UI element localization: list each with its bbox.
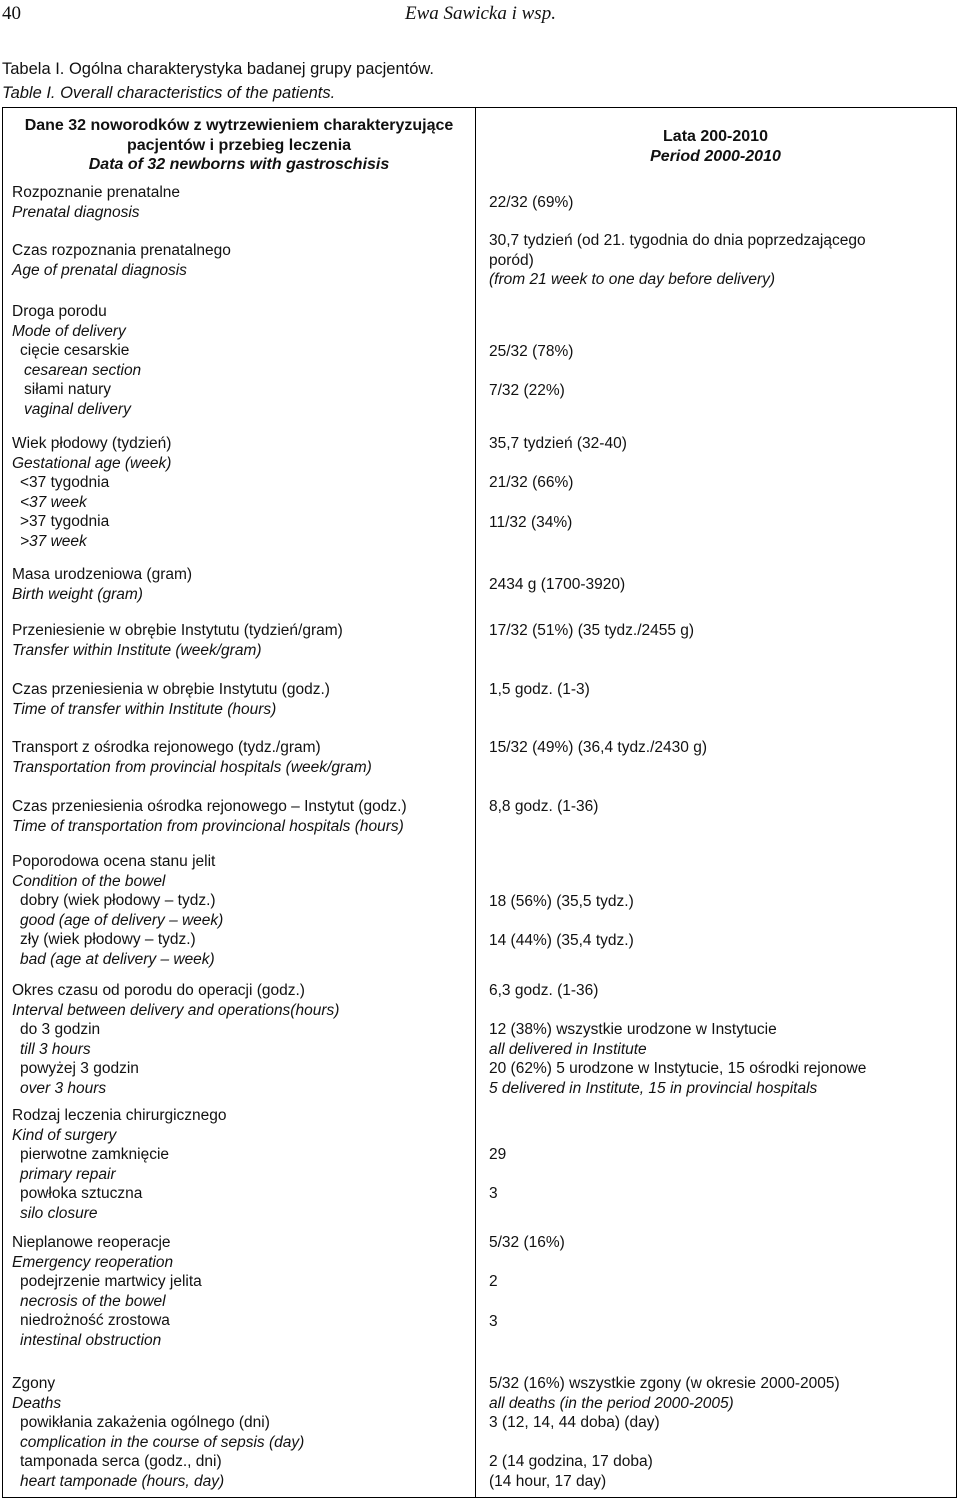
row-label-birth-weight: [12, 565, 192, 604]
sublabel-pl: do 3 godzin: [20, 1021, 101, 1039]
label-en: Prenatal diagnosis: [12, 203, 140, 221]
row-value-deaths-total: [489, 1374, 840, 1433]
sublabel-pl: >37 tygodnia: [20, 513, 110, 531]
row-label-deaths: [12, 1374, 304, 1492]
row-value-interval-groups: [489, 1020, 866, 1098]
label-en: Transfer within Institute (week/gram): [12, 641, 262, 659]
running-head-authors: Ewa Sawicka i wsp.: [405, 3, 556, 24]
label-pl: Poporodowa ocena stanu jelit: [12, 853, 216, 870]
right-header-line-1: Lata 200-2010: [663, 128, 768, 145]
row-value-surgery-silo: [489, 1184, 498, 1204]
sublabel-pl: pierwotne zamknięcie: [20, 1146, 170, 1164]
label-pl: Przeniesienie w obrębie Instytutu (tydzień/gram): [12, 622, 343, 639]
value-line-1: 2 (14 godzina, 17 doba): [489, 1453, 653, 1470]
sublabel-en: intestinal obstruction: [20, 1331, 162, 1349]
row-value-reoperation-obstruction: [489, 1312, 498, 1332]
sublabel-en: primary repair: [20, 1165, 116, 1183]
column-divider: [475, 108, 476, 1497]
value-line-1: 5/32 (16%) wszystkie zgony (w okresie 2000-2005): [489, 1375, 840, 1392]
row-value-delivery-vaginal: [489, 381, 565, 401]
row-value-gestational-term: [489, 513, 572, 533]
label-pl: Droga porodu: [12, 303, 107, 320]
sublabel-pl: niedrożność zrostowa: [20, 1312, 170, 1330]
value-line-2: all delivered in Institute: [489, 1040, 647, 1058]
value-line-1: 12 (38%) wszystkie urodzone w Instytucie: [489, 1021, 777, 1038]
sublabel-pl: powyżej 3 godzin: [20, 1060, 139, 1078]
value: 25/32 (78%): [489, 343, 574, 360]
value-line-2: all deaths (in the period 2000-2005): [489, 1394, 734, 1412]
label-en: Time of transfer within Institute (hours): [12, 700, 277, 718]
row-value-prenatal: [489, 193, 573, 213]
value: 5/32 (16%): [489, 1234, 565, 1251]
sublabel-en: necrosis of the bowel: [20, 1292, 166, 1310]
value: 2: [489, 1273, 498, 1290]
value-line-1: 30,7 tydzień (od 21. tygodnia do dnia poprzedzającego: [489, 232, 866, 249]
label-en: Gestational age (week): [12, 454, 172, 472]
value-line-2: (14 hour, 17 day): [489, 1472, 607, 1490]
row-value-reoperation-total: [489, 1233, 565, 1253]
label-en: Age of prenatal diagnosis: [12, 261, 187, 279]
sublabel-en: <37 week: [20, 493, 87, 511]
row-value-deaths-tamponade: [489, 1452, 653, 1491]
characteristics-table: [2, 107, 957, 1498]
left-column-header: [3, 116, 475, 175]
table-caption-polish: Tabela I. Ogólna charakterystyka badanej grupy pacjentów.: [2, 60, 435, 78]
row-value-transport: [489, 738, 707, 758]
label-pl: Nieplanowe reoperacje: [12, 1234, 171, 1251]
sublabel-en: vaginal delivery: [24, 400, 131, 418]
value-line-4: 5 delivered in Institute, 15 in provincial hospitals: [489, 1079, 818, 1097]
row-value-delivery-cesarean: [489, 342, 573, 362]
row-label-bowel: [12, 852, 223, 970]
value: 11/32 (34%): [489, 514, 573, 531]
value: 18 (56%) (35,5 tydz.): [489, 893, 634, 910]
table-caption-english: Table I. Overall characteristics of the patients.: [2, 84, 336, 102]
value: 2434 g (1700-3920): [489, 576, 626, 593]
sublabel-en: bad (age at delivery – week): [20, 950, 215, 968]
label-en: Mode of delivery: [12, 322, 126, 340]
value-line-3: 3 (12, 14, 44 doba) (day): [489, 1414, 660, 1432]
label-en: Transportation from provincial hospitals (week/gram): [12, 758, 372, 776]
row-label-surgery: [12, 1106, 227, 1224]
row-value-prenatal-age: [489, 231, 866, 290]
row-label-transfer-time: [12, 680, 330, 719]
label-pl: Czas przeniesienia w obrębie Instytutu (godz.): [12, 681, 330, 698]
left-header-line-1: Dane 32 noworodków z wytrzewieniem charakteryzujące: [24, 117, 454, 134]
value: 3: [489, 1185, 498, 1202]
label-pl: Masa urodzeniowa (gram): [12, 566, 193, 583]
row-value-transfer-time: [489, 680, 590, 700]
row-label-reoperation: [12, 1233, 202, 1351]
label-en: Emergency reoperation: [12, 1253, 174, 1271]
sublabel-pl: dobry (wiek płodowy – tydz.): [20, 892, 216, 910]
value: 21/32 (66%): [489, 474, 574, 491]
row-label-gestational-age: [12, 434, 171, 552]
row-label-delivery: [12, 302, 141, 420]
row-label-interval: [12, 981, 339, 1099]
page-number: 40: [2, 3, 21, 24]
row-value-transfer: [489, 621, 694, 641]
value: 29: [489, 1146, 507, 1163]
value-line-2: poród): [489, 251, 534, 269]
sublabel-pl: podejrzenie martwicy jelita: [20, 1273, 202, 1291]
sublabel-en: complication in the course of sepsis (day): [20, 1433, 305, 1451]
row-label-prenatal-age: [12, 241, 231, 280]
value: 35,7 tydzień (32-40): [489, 435, 627, 452]
running-head: [0, 0, 960, 34]
value-line-3: 20 (62%) 5 urodzone w Instytucie, 15 ośrodki rejonowe: [489, 1060, 867, 1078]
label-pl: Czas przeniesienia ośrodka rejonowego – Instytut (godz.): [12, 798, 407, 815]
label-pl: Rodzaj leczenia chirurgicznego: [12, 1107, 227, 1124]
label-pl: Okres czasu od porodu do operacji (godz.): [12, 982, 305, 999]
label-en: Interval between delivery and operations(hours): [12, 1001, 340, 1019]
row-label-prenatal: [12, 183, 180, 222]
row-label-transport-time: [12, 797, 407, 836]
sublabel-pl: tamponada serca (godz., dni): [20, 1453, 222, 1471]
label-en: Birth weight (gram): [12, 585, 143, 603]
label-pl: Rozpoznanie prenatalne: [12, 184, 181, 201]
sublabel-pl: powłoka sztuczna: [20, 1185, 143, 1203]
sublabel-pl: zły (wiek płodowy – tydz.): [20, 931, 196, 949]
sublabel-pl: powikłania zakażenia ogólnego (dni): [20, 1414, 270, 1432]
sublabel-en: till 3 hours: [20, 1040, 91, 1058]
value: 1,5 godz. (1-3): [489, 681, 590, 698]
row-value-bowel-good: [489, 892, 634, 912]
row-value-birth-weight: [489, 575, 625, 595]
row-label-transfer: [12, 621, 343, 660]
row-value-gestational-preterm: [489, 473, 573, 493]
value: 6,3 godz. (1-36): [489, 982, 599, 999]
sublabel-en: heart tamponade (hours, day): [20, 1472, 225, 1490]
value: 3: [489, 1313, 498, 1330]
row-value-reoperation-necrosis: [489, 1272, 498, 1292]
value: 8,8 godz. (1-36): [489, 798, 599, 815]
value: 22/32 (69%): [489, 194, 574, 211]
label-pl: Czas rozpoznania prenatalnego: [12, 242, 231, 259]
value: 17/32 (51%) (35 tydz./2455 g): [489, 622, 695, 639]
row-label-transport: [12, 738, 372, 777]
sublabel-en: cesarean section: [24, 361, 142, 379]
value-line-3: (from 21 week to one day before delivery): [489, 271, 776, 289]
label-en: Deaths: [12, 1394, 62, 1412]
row-value-surgery-primary: [489, 1145, 506, 1165]
label-pl: Zgony: [12, 1375, 56, 1392]
sublabel-en: silo closure: [20, 1204, 98, 1222]
sublabel-pl: siłami natury: [24, 381, 111, 399]
row-value-interval-mean: [489, 981, 598, 1001]
sublabel-pl: <37 tygodnia: [20, 474, 110, 492]
label-en: Time of transportation from provincional hospitals (hours): [12, 817, 404, 835]
label-pl: Transport z ośrodka rejonowego (tydz./gram): [12, 739, 321, 756]
value: 14 (44%) (35,4 tydz.): [489, 932, 634, 949]
left-header-line-3: Data of 32 newborns with gastroschisis: [88, 156, 390, 173]
value: 7/32 (22%): [489, 382, 565, 399]
value: 15/32 (49%) (36,4 tydz./2430 g): [489, 739, 707, 756]
label-en: Condition of the bowel: [12, 872, 166, 890]
left-header-line-2: pacjentów i przebieg leczenia: [126, 136, 352, 154]
sublabel-pl: cięcie cesarskie: [20, 342, 130, 360]
row-value-transport-time: [489, 797, 598, 817]
sublabel-en: good (age of delivery – week): [20, 911, 224, 929]
row-value-gestational-mean: [489, 434, 627, 454]
label-pl: Wiek płodowy (tydzień): [12, 435, 172, 452]
row-value-bowel-bad: [489, 931, 634, 951]
sublabel-en: >37 week: [20, 532, 87, 550]
label-en: Kind of surgery: [12, 1126, 117, 1144]
right-header-line-2: Period 2000-2010: [650, 147, 781, 165]
sublabel-en: over 3 hours: [20, 1079, 107, 1097]
right-column-header: [475, 127, 956, 166]
